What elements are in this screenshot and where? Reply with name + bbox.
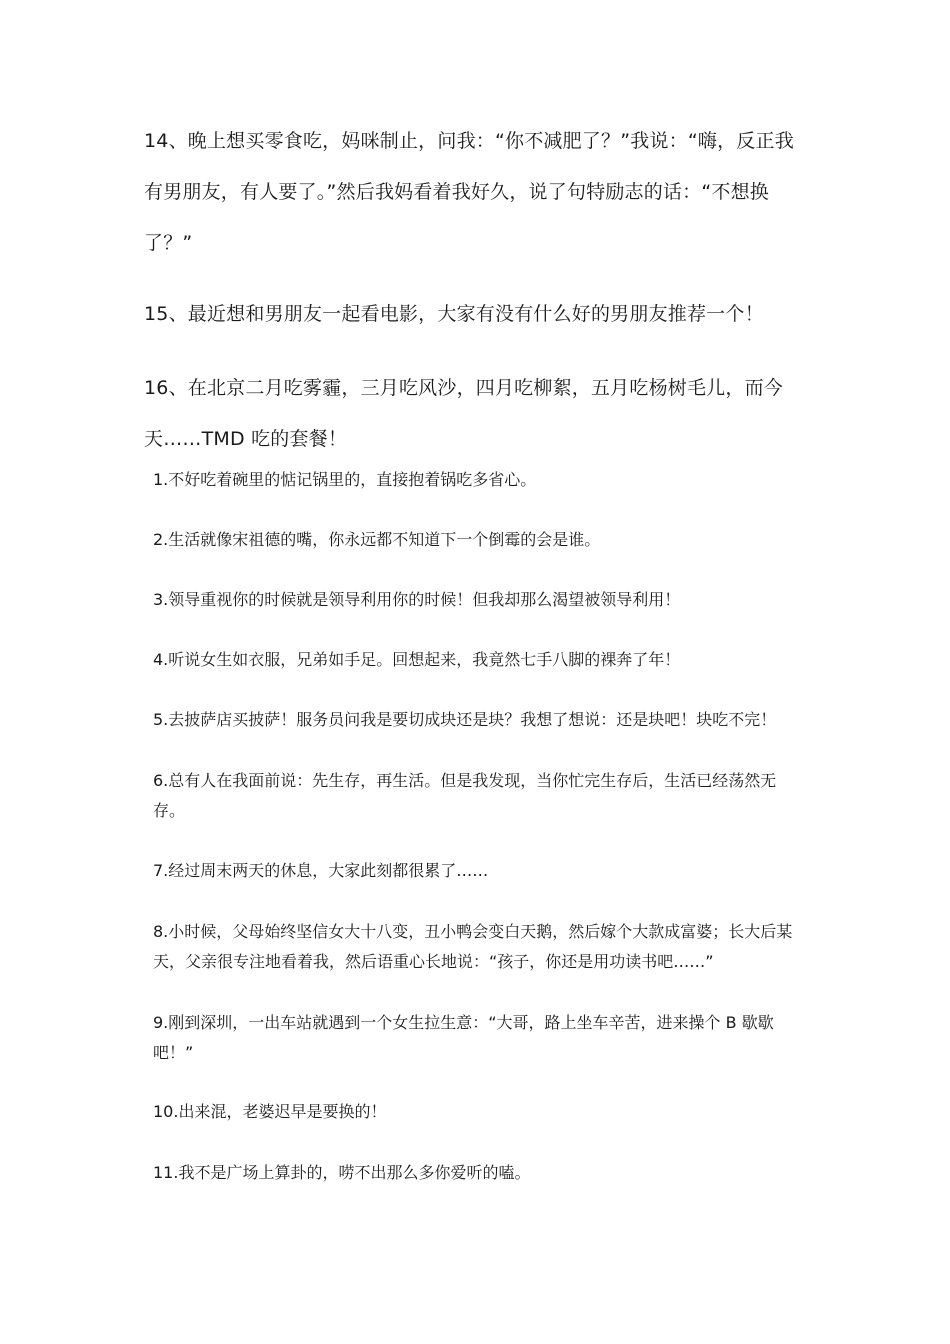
joke-item-3: 3.领导重视你的时候就是领导利用你的时候！但我却那么渴望被领导利用！ [153,590,681,609]
joke-paragraph-16: 16、在北京二月吃雾霾，三月吃风沙，四月吃柳絮，五月吃杨树毛儿，而今天……TMD 吃的套餐！ [144,377,783,450]
joke-item-9: 9.刚到深圳，一出车站就遇到一个女生拉生意：“大哥，路上坐车辛苦，进来操个 B 歇歇吧！” [153,1013,774,1062]
joke-item-7: 7.经过周末两天的休息，大家此刻都很累了…… [153,861,489,880]
joke-item-6: 6.总有人在我面前说：先生存，再生活。但是我发现，当你忙完生存后，生活已经荡然无存。 [153,771,777,820]
joke-item-10: 10.出来混，老婆迟早是要换的！ [153,1102,387,1121]
joke-item-8: 8.小时候，父母始终坚信女大十八变，丑小鸭会变白天鹅，然后嫁个大款成富婆；长大后某天，父亲很专注地看着我，然后语重心长地说：“孩子，你还是用功读书吧……” [153,922,793,971]
joke-item-11: 11.我不是广场上算卦的，唠不出那么多你爱听的嗑。 [153,1163,531,1182]
joke-item-2: 2.生活就像宋祖德的嘴，你永远都不知道下一个倒霉的会是谁。 [153,530,601,549]
joke-item-4: 4.听说女生如衣服，兄弟如手足。回想起来，我竟然七手八脚的裸奔了年！ [153,650,681,669]
joke-paragraph-15: 15、最近想和男朋友一起看电影，大家有没有什么好的男朋友推荐一个！ [144,303,764,325]
joke-paragraph-14: 14、晚上想买零食吃，妈咪制止，问我：“你不减肥了？”我说：“嗨，反正我有男朋友，有人要了。”然后我妈看着我好久，说了句特励志的话：“不想换了？” [144,130,794,254]
joke-item-1: 1.不好吃着碗里的惦记锅里的，直接抱着锅吃多省心。 [153,470,537,489]
joke-item-5: 5.去披萨店买披萨！服务员问我是要切成块还是块？我想了想说：还是块吧！块吃不完！ [153,710,777,729]
